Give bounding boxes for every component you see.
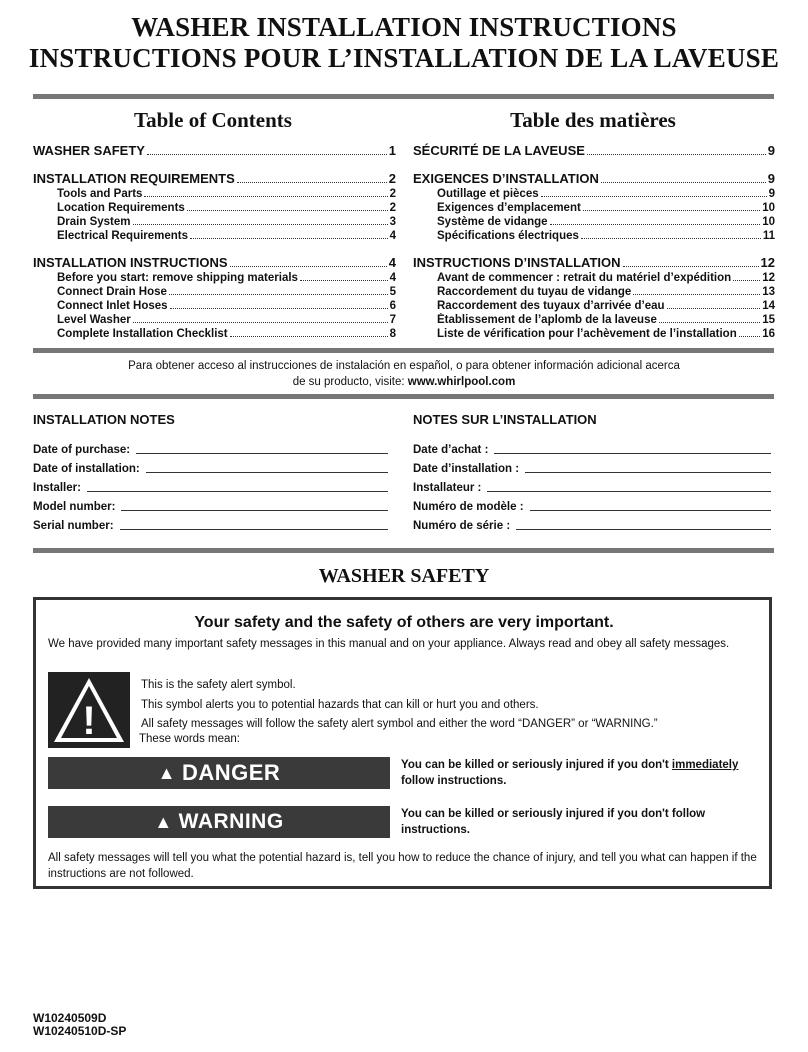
toc-entry[interactable] xyxy=(33,254,396,271)
note-field[interactable] xyxy=(33,440,388,456)
toc-leader-dots xyxy=(659,322,760,323)
spanish-note xyxy=(0,358,808,390)
warning-description: You can be killed or seriously injured if you don't follow instructions. xyxy=(401,808,706,836)
toc-entry[interactable] xyxy=(413,229,775,243)
toc-leader-dots xyxy=(623,266,759,267)
note-field-label: Model number: xyxy=(33,501,116,513)
toc-entry-page: 12 xyxy=(760,255,775,270)
toc-leader-dots xyxy=(147,154,387,155)
toc-entry-page: 14 xyxy=(762,300,775,312)
toc-leader-dots xyxy=(133,322,388,323)
note-field-blank[interactable] xyxy=(87,491,388,492)
toc-entry[interactable] xyxy=(33,327,396,341)
spanish-note-line2 xyxy=(0,374,808,390)
toc-leader-dots xyxy=(133,224,388,225)
note-field-label: Date d’installation : xyxy=(413,463,520,475)
toc-entry-label: Level Washer xyxy=(57,314,131,326)
note-field[interactable] xyxy=(413,516,771,532)
safety-intro: We have provided many important safety messages in this manual and on your appliance. Always read and obey all safety messages. xyxy=(48,638,730,650)
toc-leader-dots xyxy=(230,336,388,337)
toc-entry[interactable] xyxy=(413,313,775,327)
note-field-blank[interactable] xyxy=(525,472,771,473)
toc-entry-page: 1 xyxy=(388,143,396,158)
toc-entry-label: Spécifications électriques xyxy=(437,230,579,242)
toc-entry-label: Complete Installation Checklist xyxy=(57,328,228,340)
part-number-1: W10240509D xyxy=(33,1011,107,1025)
toc-gap xyxy=(413,159,775,170)
warning-triangle-icon: ▲ xyxy=(157,762,176,783)
note-field[interactable] xyxy=(413,497,771,513)
divider xyxy=(33,548,774,553)
toc-french xyxy=(413,142,775,341)
toc-leader-dots xyxy=(550,224,761,225)
toc-entry-label: SÉCURITÉ DE LA LAVEUSE xyxy=(413,143,585,158)
toc-entry[interactable] xyxy=(33,299,396,313)
toc-entry-label: Raccordement des tuyaux d’arrivée d’eau xyxy=(437,300,665,312)
toc-entry-label: Before you start: remove shipping materials xyxy=(57,272,298,284)
toc-entry-page: 5 xyxy=(389,286,396,298)
toc-leader-dots xyxy=(230,266,387,267)
toc-heading-english: Table of Contents xyxy=(134,108,292,132)
note-field-label: Installateur : xyxy=(413,482,482,494)
toc-entry-page: 12 xyxy=(762,272,775,284)
toc-entry[interactable] xyxy=(33,271,396,285)
toc-entry-label: Avant de commencer : retrait du matériel d’expédition xyxy=(437,272,732,284)
note-field[interactable] xyxy=(33,516,388,532)
toc-leader-dots xyxy=(169,294,388,295)
toc-entry[interactable] xyxy=(413,201,775,215)
note-field-label: Date of installation: xyxy=(33,463,140,475)
toc-leader-dots xyxy=(633,294,760,295)
spanish-note-line1: Para obtener acceso al instrucciones de instalación en español, o para obtener información adicional acerca xyxy=(128,360,680,372)
toc-entry[interactable] xyxy=(33,313,396,327)
toc-entry[interactable] xyxy=(33,187,396,201)
toc-entry[interactable] xyxy=(413,327,775,341)
note-field-blank[interactable] xyxy=(516,529,771,530)
safety-footer: All safety messages will tell you what the potential hazard is, tell you how to reduce the chance of injury, and tell you what can happen if the instructions are not followed. xyxy=(48,852,757,880)
toc-entry-label: INSTALLATION REQUIREMENTS xyxy=(33,171,235,186)
note-field-label: Installer: xyxy=(33,482,81,494)
note-field[interactable] xyxy=(413,459,771,475)
toc-entry-page: 7 xyxy=(389,314,396,326)
toc-entry-page: 2 xyxy=(389,202,396,214)
toc-leader-dots xyxy=(170,308,388,309)
note-field-blank[interactable] xyxy=(120,529,388,530)
divider xyxy=(33,348,774,353)
toc-leader-dots xyxy=(581,238,761,239)
toc-entry-label: Connect Inlet Hoses xyxy=(57,300,168,312)
toc-entry-page: 3 xyxy=(389,216,396,228)
toc-entry-page: 15 xyxy=(762,314,775,326)
note-field[interactable] xyxy=(33,497,388,513)
toc-entry-label: Liste de vérification pour l’achèvement de l’installation xyxy=(437,328,737,340)
toc-entry-label: Connect Drain Hose xyxy=(57,286,167,298)
toc-gap xyxy=(33,159,396,170)
warning-label: WARNING xyxy=(178,810,284,833)
warning-triangle-icon: ▲ xyxy=(154,811,173,832)
note-field-label: Numéro de modèle : xyxy=(413,501,524,513)
toc-entry[interactable] xyxy=(413,254,775,271)
toc-entry[interactable] xyxy=(413,142,775,159)
warning-signal-word xyxy=(48,806,390,838)
toc-entry[interactable] xyxy=(413,299,775,313)
toc-leader-dots xyxy=(601,182,766,183)
toc-entry-page: 9 xyxy=(767,171,775,186)
divider xyxy=(33,394,774,399)
toc-english xyxy=(33,142,396,341)
toc-entry-page: 10 xyxy=(762,202,775,214)
alert-glyph: ! xyxy=(82,699,96,743)
toc-leader-dots xyxy=(300,280,388,281)
toc-entry[interactable] xyxy=(413,271,775,285)
note-field-blank[interactable] xyxy=(530,510,771,511)
toc-entry-label: Outillage et pièces xyxy=(437,188,539,200)
toc-entry-page: 4 xyxy=(388,255,396,270)
toc-entry-label: INSTRUCTIONS D’INSTALLATION xyxy=(413,255,621,270)
spanish-note-prefix: de su producto, visite: xyxy=(292,376,408,388)
toc-entry-label: Établissement de l’aplomb de la laveuse xyxy=(437,314,657,326)
toc-entry-label: Location Requirements xyxy=(57,202,185,214)
note-field[interactable] xyxy=(33,478,388,494)
toc-gap xyxy=(413,243,775,254)
toc-entry-page: 2 xyxy=(389,188,396,200)
symbol-line-3: All safety messages will follow the safety alert symbol and either the word “DANGER” or “WARNING.” xyxy=(141,718,658,730)
toc-entry-label: EXIGENCES D’INSTALLATION xyxy=(413,171,599,186)
note-field-label: Numéro de série : xyxy=(413,520,511,532)
installation-notes-heading: INSTALLATION NOTES xyxy=(33,412,175,427)
title-french: INSTRUCTIONS POUR L’INSTALLATION DE LA LAVEUSE xyxy=(28,43,780,73)
note-field-blank[interactable] xyxy=(494,453,771,454)
toc-entry-page: 2 xyxy=(388,171,396,186)
toc-entry[interactable] xyxy=(413,187,775,201)
toc-entry-page: 9 xyxy=(767,143,775,158)
danger-text-1: You can be killed or seriously injured if you don't xyxy=(401,759,672,771)
note-field-blank[interactable] xyxy=(136,453,388,454)
toc-leader-dots xyxy=(541,196,767,197)
toc-entry[interactable] xyxy=(33,285,396,299)
toc-entry-page: 6 xyxy=(389,300,396,312)
danger-description xyxy=(401,757,765,789)
toc-leader-dots xyxy=(187,210,388,211)
symbol-line-1: This is the safety alert symbol. xyxy=(141,679,296,691)
toc-entry-page: 9 xyxy=(768,188,775,200)
toc-leader-dots xyxy=(733,280,760,281)
toc-entry[interactable] xyxy=(33,142,396,159)
part-number-2: W10240510D-SP xyxy=(33,1024,127,1038)
danger-label: DANGER xyxy=(181,760,281,785)
note-field-label: Serial number: xyxy=(33,520,114,532)
note-field-blank[interactable] xyxy=(121,510,388,511)
toc-entry-page: 16 xyxy=(762,328,775,340)
washer-safety-title: WASHER SAFETY xyxy=(318,565,490,587)
toc-entry-label: Exigences d’emplacement xyxy=(437,202,581,214)
toc-entry[interactable] xyxy=(33,229,396,243)
toc-leader-dots xyxy=(190,238,388,239)
toc-leader-dots xyxy=(237,182,387,183)
toc-entry-label: Electrical Requirements xyxy=(57,230,189,242)
toc-entry[interactable] xyxy=(413,215,775,229)
website-link[interactable]: www.whirlpool.com xyxy=(407,376,516,388)
toc-entry-label: Tools and Parts xyxy=(57,188,143,200)
toc-entry-label: Drain System xyxy=(57,216,131,228)
toc-entry[interactable] xyxy=(33,170,396,187)
toc-entry-label: WASHER SAFETY xyxy=(33,143,145,158)
note-field-blank[interactable] xyxy=(487,491,771,492)
safety-box-heading: Your safety and the safety of others are very important. xyxy=(194,614,614,631)
toc-leader-dots xyxy=(583,210,760,211)
divider xyxy=(33,94,774,99)
toc-gap xyxy=(33,243,396,254)
toc-leader-dots xyxy=(739,336,760,337)
safety-alert-symbol-icon xyxy=(48,672,130,748)
note-field-label: Date of purchase: xyxy=(33,444,131,456)
toc-entry[interactable] xyxy=(33,215,396,229)
note-field-blank[interactable] xyxy=(146,472,388,473)
danger-text-2: follow instructions. xyxy=(401,775,507,787)
toc-entry[interactable] xyxy=(413,285,775,299)
toc-entry-page: 13 xyxy=(762,286,775,298)
toc-entry[interactable] xyxy=(33,201,396,215)
symbol-line-2: This symbol alerts you to potential hazards that can kill or hurt you and others. xyxy=(141,699,539,711)
toc-heading-french: Table des matières xyxy=(510,108,676,132)
installation-notes-heading-french: NOTES SUR L’INSTALLATION xyxy=(413,412,597,427)
toc-entry-page: 4 xyxy=(389,272,396,284)
note-field[interactable] xyxy=(413,440,771,456)
note-field-label: Date d’achat : xyxy=(413,444,489,456)
toc-entry-label: Système de vidange xyxy=(437,216,548,228)
note-field[interactable] xyxy=(413,478,771,494)
toc-entry-page: 8 xyxy=(389,328,396,340)
toc-entry-page: 11 xyxy=(762,230,775,242)
note-field[interactable] xyxy=(33,459,388,475)
toc-entry[interactable] xyxy=(413,170,775,187)
toc-leader-dots xyxy=(667,308,761,309)
toc-entry-label: Raccordement du tuyau de vidange xyxy=(437,286,632,298)
danger-text-underlined: immediately xyxy=(671,759,739,771)
toc-entry-label: INSTALLATION INSTRUCTIONS xyxy=(33,255,228,270)
symbol-line-4: These words mean: xyxy=(139,733,240,745)
danger-signal-word xyxy=(48,757,390,789)
title-english: WASHER INSTALLATION INSTRUCTIONS xyxy=(131,12,677,42)
toc-entry-page: 10 xyxy=(762,216,775,228)
toc-leader-dots xyxy=(587,154,766,155)
toc-entry-page: 4 xyxy=(389,230,396,242)
toc-leader-dots xyxy=(144,196,387,197)
